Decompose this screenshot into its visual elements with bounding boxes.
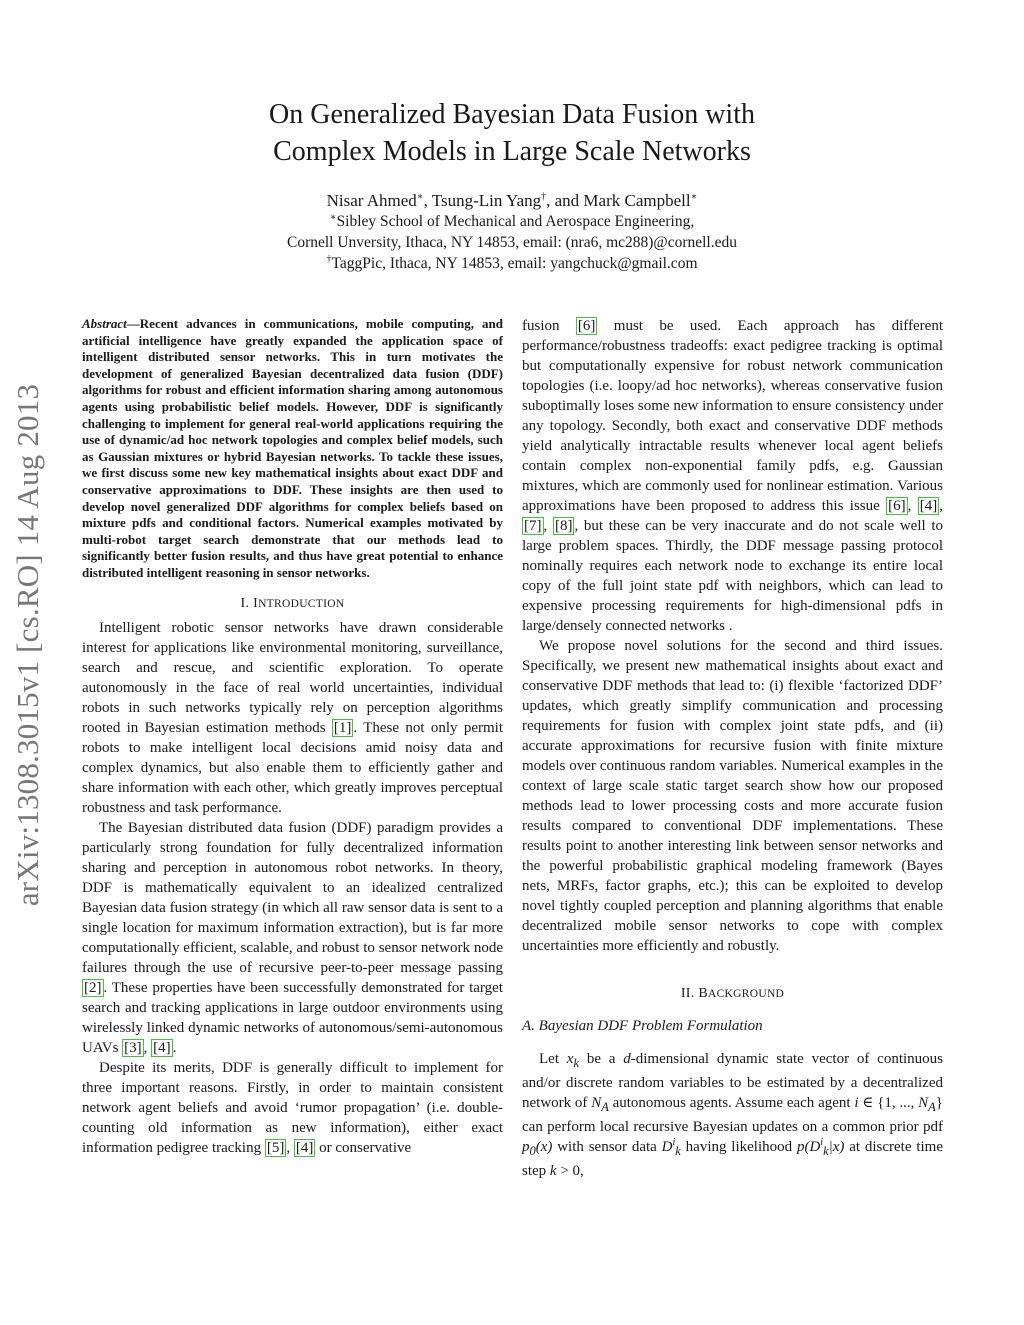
arxiv-id-text: arXiv:1308.3015v1 [cs.RO] 14 Aug 2013: [10, 383, 45, 907]
intro-paragraph-2: The Bayesian distributed data fusion (DDF) paradigm provides a particularly strong foundation for fully decentralized information sharing and perception in autonomous robot networks. In theory, DDF is mathematically equivalent to an idealized centralized Bayesian data fusion strategy (in which all raw sensor data is sent to a single location for maximum information extraction), but is far more computationally efficient, scalable, and robust to sensor network node failures through the use of recursive peer-to-peer message passing [2] . These properties have been successfully demonstrated for target search and tracking applications in large outdoor environments using wirelessly linked dynamic networks of autonomous/semi-autonomous UAVs [3] , [4] .: [82, 819, 503, 1056]
citation-link[interactable]: [6]: [888, 498, 906, 514]
intro-paragraph-3: Despite its merits, DDF is generally difficult to implement for three important reasons. Firstly, in order to maintain consistent network agent beliefs and avoid ‘rumor propagation’ (i.e. double-counting old information as new information), either exact information pedigree tracking [5] , [4] or conservative: [82, 1059, 503, 1156]
citation-link[interactable]: [4]: [153, 1039, 171, 1056]
star-mark-3: ∗: [329, 211, 337, 223]
affiliation-1-line-2: Cornell Unversity, Ithaca, NY 14853, email: (nra6, mc288)@cornell.edu: [286, 234, 737, 251]
citation-link[interactable]: [3]: [124, 1039, 142, 1056]
citation-link[interactable]: [1]: [333, 719, 352, 736]
math-k: k: [549, 1163, 557, 1179]
citation-link[interactable]: [7]: [524, 518, 542, 534]
abstract: Abstract—Recent advances in communications, mobile computing, and artificial intelligence have greatly expanded the application space of intelligent distributed sensor networks. This in turn motivates the development of generalized Bayesian decentralized data fusion (DDF) algorithms for robust and efficient information sharing among autonomous agents using probabilistic belief models. However, DDF is significantly challenging to implement for general real-world applications requiring the use of dynamic/ad hoc network topologies and complex belief models, such as Gaussian mixtures or hybrid Bayesian networks. To tackle these issues, we first discuss some new key mathematical insights about exact DDF and conservative approximations to DDF. These insights are then used to develop novel generalized DDF algorithms for complex beliefs based on mixture pdfs and conditional factors. Numerical examples motivated by multi-robot target search demonstrate that our methods lead to significantly better fusion results, and thus have great potential to enhance distributed intelligent reasoning in sensor networks.: [82, 316, 503, 580]
affiliation-2: †TaggPic, Ithaca, NY 14853, email: yangchuck@gmail.com: [326, 253, 698, 272]
abstract-label: Abstract: [82, 316, 127, 331]
section-heading-introduction: I. INTRODUCTION: [240, 595, 345, 611]
citation-link[interactable]: [4]: [295, 1139, 314, 1156]
math-d-i-k: $D^i_k$: [661, 1137, 681, 1158]
intro-paragraph-4: We propose novel solutions for the second and third issues. Specifically, we present new mathematical insights about exact and conservative DDF methods that lead to: (i) flexible ‘factorized DDF’ updates, which greatly simplify communication and processing requirements for fusion with complex joint state pdfs, and (ii) accurate approximations for recursive fusion with finite mixture models over continuous random variables. Numerical examples in the context of large scale static target search show how our proposed methods lead to lower processing costs and more accurate fusion results compared to conventional DDF implementations. These results point to another interesting link between sensor networks and the powerful probabilistic graphical modeling framework (Bayes nets, MRFs, factor graphs, etc.); this can be exploited to develop novel tightly coupled perception and planning algorithms that enable decentralized mobile sensor networks to cope with complex uncertainties more efficiently and robustly.: [522, 638, 943, 954]
subsection-heading-a: A. Bayesian DDF Problem Formulation: [522, 1018, 763, 1034]
intro-paragraph-3-continued: fusion [6] must be used. Each approach has different performance/robustness tradeoffs: exact pedigree tracking is optimal but computationally expensive for robust network communication topologies (i.e. loopy/ad hoc networks), whereas conservative fusion suboptimally loses some new information to ensure consistency under any topology. Secondly, both exact and conservative DDF methods yield analytically intractable results whenever local agent beliefs contain complex non-exponential family pdfs, e.g. Gaussian mixtures, which are commonly used for nonlinear estimation. Various approximations have been proposed to address this issue [6] , [4] , [7] , [8] , but these can be very inaccurate and do not scale well to large problem spaces. Thirdly, the DDF message passing protocol nominally requires each network node to exchange its entire local copy of the full joint state pdf with neighbors, which can lead to expensive processing requirements for high-dimensional pdfs in large/densely connected networks .: [522, 318, 944, 634]
abstract-text: Recent advances in communications, mobile computing, and artificial intelligence have greatly expanded the application space of intelligent distributed sensor networks. This in turn motivates the development of generalized Bayesian decentralized data fusion (DDF) algorithms for robust and efficient information sharing among autonomous agents using probabilistic belief models. However, DDF is significantly challenging to implement for general real-world applications requiring the use of dynamic/ad hoc network topologies and complex belief models, such as Gaussian mixtures or hybrid Bayesian networks. To tackle these issues, we first discuss some new key mathematical insights about exact DDF and conservative approximations to DDF. These insights are then used to develop novel generalized DDF algorithms for complex beliefs based on mixture pdfs and conditional factors. Numerical examples motivated by multi-robot target search demonstrate that our methods lead to significantly better fusion results, and thus have great potential to enhance distributed intelligent reasoning in sensor networks.: [82, 316, 503, 580]
math-d: d: [623, 1051, 631, 1067]
author-3: , and Mark Campbell: [546, 191, 691, 210]
star-mark-2: ∗: [690, 191, 698, 203]
citation-link[interactable]: [4]: [919, 498, 938, 514]
author-block: [0, 190, 1024, 274]
author-1: Nisar Ahmed: [326, 191, 417, 210]
citation-link[interactable]: [6]: [577, 318, 596, 334]
math-i: i: [854, 1095, 859, 1111]
left-column: [82, 316, 503, 1158]
citation-link[interactable]: [8]: [554, 518, 573, 534]
star-mark: ∗: [416, 191, 424, 203]
author-2: , Tsung-Lin Yang: [423, 191, 542, 210]
math-n-a-2: $N_A$: [918, 1095, 936, 1114]
section-heading-background: II. BACKGROUND: [680, 986, 785, 1001]
title-line-1: On Generalized Bayesian Data Fusion with: [269, 99, 755, 130]
title-line-2: Complex Models in Large Scale Networks: [273, 136, 751, 167]
background-paragraph-1: Let $x_k$ be a d-dimensional dynamic state vector of continuous and/or discrete random variables to be estimated by a decentralized network of $N_A$ autonomous agents. Assume each agent i ∈ {1, ..., $N_A$} can perform local recursive Bayesian updates on a common prior pdf $p_0(x)$ with sensor data $D^i_k$ having likelihood $p(D^i_k|x)$ at discrete time step k > 0,: [522, 1051, 943, 1179]
author-names: [0, 190, 1024, 211]
right-column: [522, 316, 943, 1181]
dagger-mark-2: †: [326, 253, 332, 265]
math-p0: $p_0(x)$: [522, 1139, 553, 1158]
dagger-mark: †: [541, 191, 547, 203]
arxiv-identifier-stamp: [0, 345, 56, 945]
citation-link[interactable]: [2]: [84, 979, 102, 996]
math-x-k: $x_k$: [566, 1051, 580, 1070]
intro-paragraph-1: Intelligent robotic sensor networks have drawn considerable interest for applications like environmental monitoring, surveillance, search and rescue, and scientific exploration. To operate autonomously in the face of real world uncertainties, individual robots in such networks typically rely on perception algorithms rooted in Bayesian estimation methods [1] . These not only permit robots to make intelligent local decisions amid noisy data and complex dynamics, but also enable them to efficiently gather and share information with each other, which greatly improves perceptual robustness and task performance.: [82, 619, 503, 816]
affiliation-1-line-1: ∗Sibley School of Mechanical and Aerospace Engineering,: [329, 211, 695, 230]
math-n-a: $N_A$: [591, 1095, 609, 1114]
math-likelihood: $p(D^i_k|x)$: [796, 1137, 845, 1158]
paper-title: [0, 96, 1024, 170]
citation-link[interactable]: [5]: [266, 1139, 285, 1156]
